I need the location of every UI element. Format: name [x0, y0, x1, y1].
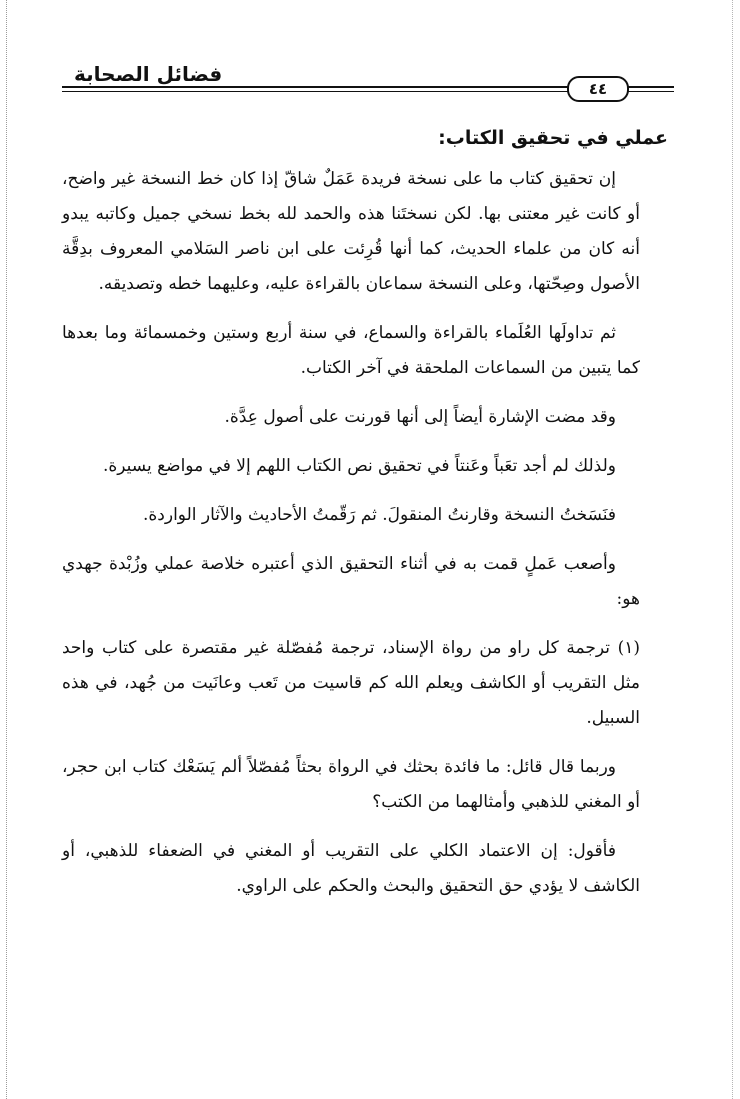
page-number-badge: ٤٤ — [567, 76, 629, 102]
paragraph: ثم تداولَها العُلَماء بالقراءة والسماع، في سنة أربع وستين وخمسمائة وما بعدها كما يتبين من السماعات الملحقة في آخر الكتاب. — [62, 323, 640, 378]
paragraph: وقد مضت الإشارة أيضاً إلى أنها قورنت على أصول عِدَّة. — [224, 407, 616, 427]
section-heading: عملي في تحقيق الكتاب: — [438, 127, 668, 149]
paragraph: ولذلك لم أجد تعَباً وعَنتاً في تحقيق نص الكتاب اللهم إلا في مواضع يسيرة. — [102, 456, 616, 476]
paragraph: وأصعب عَملٍ قمت به في أثناء التحقيق الذي أعتبره خلاصة عملي وزُبْدة جهدي هو: — [62, 554, 640, 609]
page-body — [62, 122, 668, 918]
paragraph: إن تحقيق كتاب ما على نسخة فريدة عَمَلٌ شاقّ إذا كان خط النسخة غير واضح، أو كانت غير معتنى بها. لكن نسختَنا هذه والحمد لله بخط نسخي جميل وكاتبه يبدو أنه كان من علماء الحديث، كما أنها قُرِئت على ابن ناصر السَلامي المعروف بدِقَّة الأصول وصِحّتها، وعلى النسخة سماعان بالقراءة عليه، وعليهما خطه وتصديقه. — [62, 169, 640, 294]
running-title: فضائل الصحابة — [74, 62, 223, 86]
scan-edge-left — [6, 0, 8, 1099]
paragraph: فأقول: إن الاعتماد الكلي على التقريب أو المغني في الضعفاء للذهبي، أو الكاشف لا يؤدي حق التحقيق والبحث والحكم على الراوي. — [62, 841, 640, 896]
scan-edge-right — [732, 0, 734, 1099]
paragraph: وربما قال قائل: ما فائدة بحثك في الرواة بحثاً مُفصّلاً ألم يَسَعْك كتاب ابن حجر، أو المغني للذهبي وأمثالهما من الكتب؟ — [62, 757, 640, 812]
numbered-paragraph: (١) ترجمة كل راو من رواة الإسناد، ترجمة مُفصّلة غير مقتصرة على كتاب واحد مثل التقريب أو الكاشف ويعلم الله كم قاسيت من تَعب وعانَيت من جُهد، في هذه السبيل. — [62, 638, 640, 728]
page-header — [62, 58, 674, 102]
paragraph: فنَسَختُ النسخة وقارنتُ المنقولَ. ثم رَقّمتُ الأحاديث والآثار الواردة. — [142, 505, 616, 525]
